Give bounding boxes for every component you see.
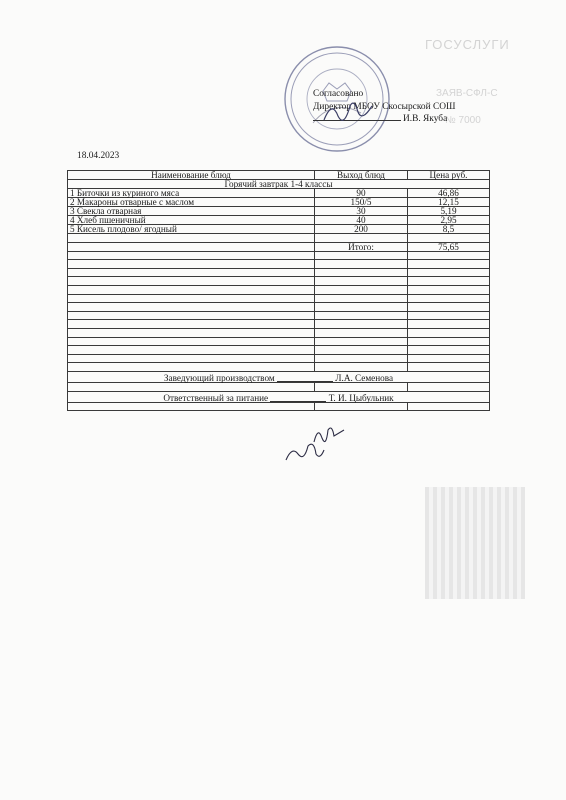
document-date: 18.04.2023: [77, 151, 120, 161]
empty-row: [68, 234, 490, 243]
empty-row: [68, 277, 490, 286]
empty-row: [68, 346, 490, 355]
dish-price: 8,5: [408, 225, 490, 234]
header-output: Выход блюд: [315, 171, 408, 180]
total-row: [68, 242, 490, 251]
table-row: [68, 225, 490, 234]
resp-signature-row: [68, 391, 490, 402]
header-dish: Наименование блюд: [68, 171, 315, 180]
section-title: Горячий завтрак 1-4 классы: [68, 180, 490, 189]
dish-price: 12,15: [408, 198, 490, 207]
resp-signature-scribble: [283, 442, 327, 466]
dish-name: 3 Свекла отварная: [68, 207, 315, 216]
menu-table: [67, 170, 490, 411]
dish-name: 4 Хлеб пшеничный: [68, 216, 315, 225]
head-name: Л.А. Семенова: [335, 372, 394, 383]
bleed-text-2: ЗАЯВ-СФЛ-С: [436, 88, 498, 99]
dish-name: 5 Кисель плодово/ ягодный: [68, 225, 315, 234]
dish-name: 1 Биточки из куриного мяса: [68, 189, 315, 198]
bleed-text-1: ГОСУСЛУГИ: [425, 37, 510, 52]
empty-row: [68, 337, 490, 346]
empty-row: [68, 320, 490, 329]
empty-row: [68, 285, 490, 294]
empty-row: [68, 402, 490, 411]
dish-output: 150/5: [315, 198, 408, 207]
head-signature-row: [68, 371, 490, 382]
approval-title: Согласовано: [313, 89, 364, 99]
dish-output: 40: [315, 216, 408, 225]
dish-output: 30: [315, 207, 408, 216]
empty-row: [68, 363, 490, 372]
empty-row: [68, 268, 490, 277]
empty-row: [68, 382, 490, 391]
approval-name: И.В. Якуба: [403, 114, 448, 125]
total-label: Итого:: [315, 242, 408, 251]
total-value: 75,65: [408, 242, 490, 251]
dish-name: 2 Макароны отварные с маслом: [68, 198, 315, 207]
dish-output: 200: [315, 225, 408, 234]
empty-row: [68, 303, 490, 312]
dish-output: 90: [315, 189, 408, 198]
approval-position: Директор МБОУ Скосырской СОШ: [313, 101, 456, 112]
bleed-qr: [425, 487, 525, 599]
empty-row: [68, 311, 490, 320]
dish-price: 46,86: [408, 189, 490, 198]
dish-price: 5,19: [408, 207, 490, 216]
header-price: Цена руб.: [408, 171, 490, 180]
empty-row: [68, 294, 490, 303]
head-label: Заведующий производством: [163, 372, 275, 383]
bleed-text-3: № 7000: [445, 115, 481, 126]
resp-name: Т. И. Цыбульник: [328, 392, 394, 403]
approval-signature-scribble: [320, 98, 380, 128]
empty-row: [68, 328, 490, 337]
resp-signature: [270, 392, 326, 402]
empty-row: [68, 354, 490, 363]
dish-price: 2,95: [408, 216, 490, 225]
head-signature: [277, 372, 333, 382]
resp-label: Ответственный за питание: [163, 392, 269, 403]
empty-row: [68, 260, 490, 269]
empty-row: [68, 251, 490, 260]
